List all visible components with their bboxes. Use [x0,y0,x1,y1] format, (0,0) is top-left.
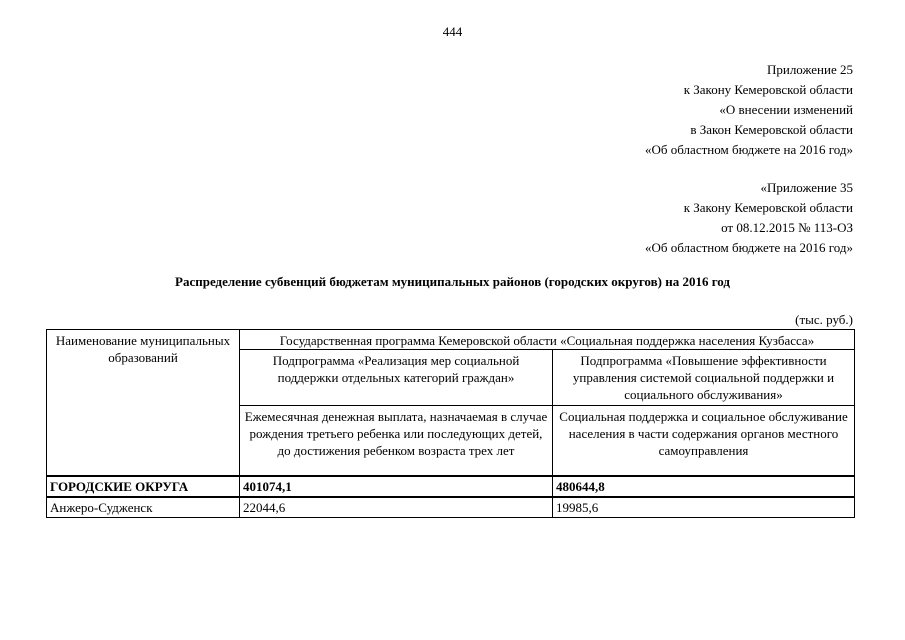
column-header-subprogram-2: Подпрограмма «Повышение эффективности управления системой социальной поддержки и социального обслуживания» [553,350,855,406]
column-header-subprogram-1: Подпрограмма «Реализация мер социальной поддержки отдельных категорий граждан» [240,350,553,406]
column-header-program: Государственная программа Кемеровской области «Социальная поддержка населения Кузбасса» [240,330,855,350]
appendix-line: «Приложение 35 [760,180,853,195]
appendix-line: «Об областном бюджете на 2016 год» [645,240,853,255]
table-row [47,476,855,497]
row-value-2: 480644,8 [553,476,855,497]
appendix-25-block [645,60,853,160]
appendix-line: Приложение 25 [766,62,853,77]
row-value-2: 19985,6 [553,497,855,518]
row-value-1: 22044,6 [240,497,553,518]
unit-label: (тыс. руб.) [795,312,853,327]
row-name: Анжеро-Судженск [47,497,240,518]
document-title: Распределение субвенций бюджетам муниципальных районов (городских округов) на 2016 год [175,274,730,289]
column-header-description-2: Социальная поддержка и социальное обслуживание населения в части содержания органов местного самоуправления [553,406,855,476]
page-number: 444 [442,24,463,39]
appendix-line: к Закону Кемеровской области [683,82,853,97]
subvention-table [46,329,855,518]
column-header-description-1: Ежемесячная денежная выплата, назначаемая в случае рождения третьего ребенка или последующих детей, до достижения ребенком возраста трех лет [240,406,553,476]
appendix-line: «Об областном бюджете на 2016 год» [645,142,853,157]
appendix-line: в Закон Кемеровской области [690,122,853,137]
appendix-line: «О внесении изменений [719,102,853,117]
column-header-municipality: Наименование муниципальных образований [47,330,240,476]
appendix-line: от 08.12.2015 № 113-ОЗ [721,220,853,235]
appendix-35-block [645,178,853,258]
row-name: ГОРОДСКИЕ ОКРУГА [47,476,240,497]
row-value-1: 401074,1 [240,476,553,497]
appendix-line: к Закону Кемеровской области [683,200,853,215]
table-row [47,497,855,518]
